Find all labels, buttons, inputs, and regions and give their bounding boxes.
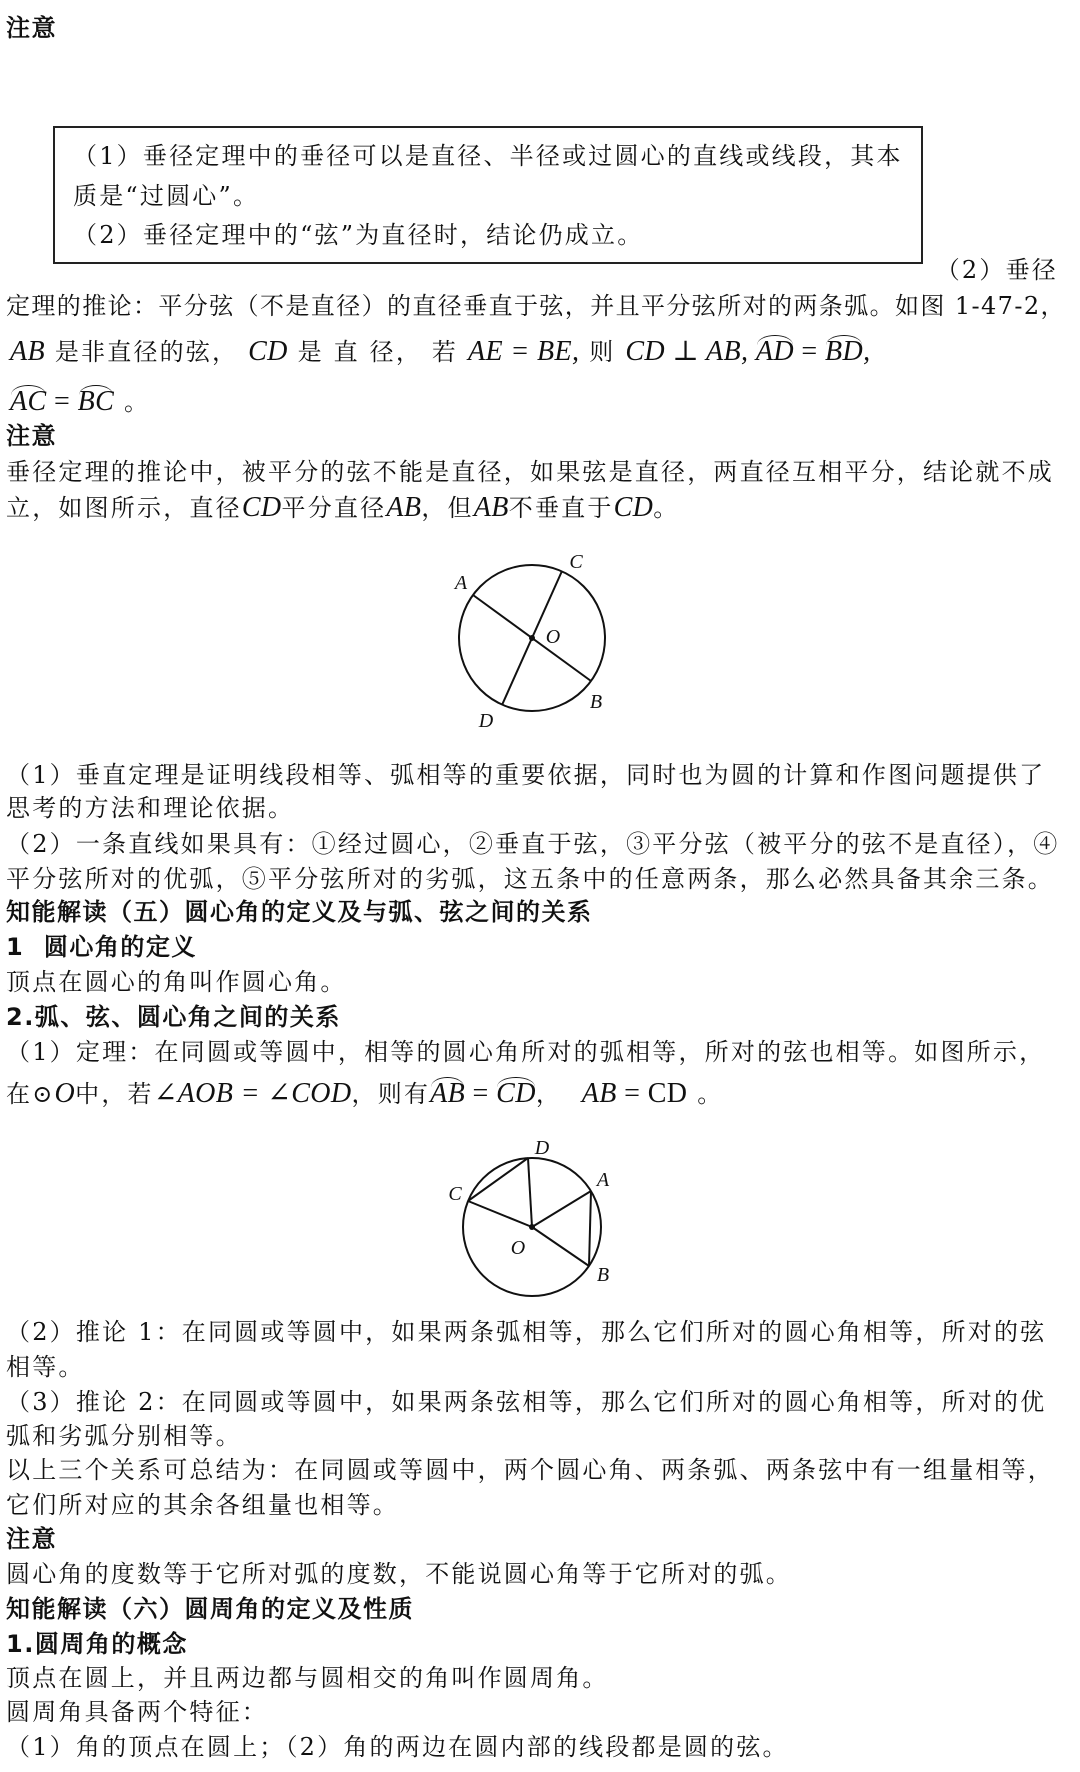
note-heading: 注意 [6, 1525, 57, 1553]
point-label-a: A [454, 572, 468, 594]
point-label-c: C [448, 1183, 462, 1205]
subsection-heading: 1.圆周角的概念 [6, 1630, 188, 1658]
math-expression: CD [613, 492, 654, 523]
point-label-a: A [596, 1169, 610, 1191]
text-run: ， [535, 1080, 582, 1108]
arc-notation: BC [78, 384, 115, 420]
text-run: 立，如图所示，直径 [6, 494, 242, 522]
chord-cd [468, 1158, 528, 1201]
note-box-line: （1）垂径定理中的垂径可以是直径、半径或过圆心的直线或线段，其本 [73, 142, 903, 170]
point-label-o: O [545, 626, 561, 648]
radius-oc [468, 1201, 532, 1227]
note-text: 圆心角的度数等于它所对弧的度数，不能说圆心角等于它所对的弧。 [6, 1560, 792, 1588]
radius-ob [532, 1227, 589, 1266]
corollary-intro: （2）垂径 [935, 256, 1058, 284]
definition-text: 顶点在圆上，并且两边都与圆相交的角叫作圆周角。 [6, 1664, 609, 1692]
arc-notation: CD [496, 1076, 536, 1112]
equals-sign: = [793, 336, 825, 367]
corollary-2-line: 弧和劣弧分别相等。 [6, 1422, 242, 1450]
note-heading: 注意 [6, 14, 57, 42]
subsection-heading: 2.弧、弦、圆心角之间的关系 [6, 1003, 341, 1031]
text-run: 是 直 径， 若 [287, 338, 468, 366]
text-run: 是非直径的弦， [45, 338, 249, 366]
radius-oa [532, 1191, 591, 1227]
text-run: 平分直径 [281, 494, 387, 522]
point-label-o: O [510, 1237, 526, 1259]
subsection-heading: 1 圆心角的定义 [6, 933, 197, 961]
note-heading: 注意 [6, 422, 57, 450]
summary-line: 以上三个关系可总结为：在同圆或等圆中，两个圆心角、两条弧、两条弦中有一组量相等， [6, 1456, 1054, 1484]
figure-diameters [420, 540, 640, 740]
math-space [748, 336, 755, 367]
math-expression: AE = BE, [467, 336, 580, 367]
note-box-line: （2）垂径定理中的“弦”为直径时，结论仍成立。 [73, 221, 644, 249]
point-label-b: B [596, 1264, 610, 1286]
text-run: 则 [579, 338, 626, 366]
point-label-d: D [478, 710, 494, 732]
note-math-line [6, 492, 679, 524]
remark-line: （1）垂直定理是证明线段相等、弧相等的重要依据，同时也为圆的计算和作图问题提供了 [6, 761, 1046, 789]
corollary-math-line [10, 384, 150, 420]
math-expression: AB [473, 492, 509, 523]
text-run: ，则有 [351, 1080, 431, 1108]
summary-line: 它们所对应的其余各组量也相等。 [6, 1491, 399, 1519]
remark-line: 思考的方法和理论依据。 [6, 794, 295, 822]
point-label-b: B [589, 691, 603, 713]
equals-sign: = [465, 1078, 497, 1109]
arc-notation: AC [10, 384, 47, 420]
equals-sign: = [46, 386, 78, 417]
math-expression: ∠AOB = ∠COD [153, 1078, 352, 1109]
section-heading: 知能解读（五）圆心角的定义及与弧、弦之间的关系 [6, 898, 593, 926]
section-heading: 知能解读（六）圆周角的定义及性质 [6, 1595, 414, 1623]
theorem-text: （1）定理：在同圆或等圆中，相等的圆心角所对的弧相等，所对的弦也相等。如图所示， [6, 1038, 1046, 1066]
corollary-1-line: （2）推论 1：在同圆或等圆中，如果两条弧相等，那么它们所对的圆心角相等，所对的弦 [6, 1318, 1047, 1346]
arc-notation: BD [825, 334, 863, 370]
math-expression: CD [248, 336, 288, 367]
math-expression: CD ⊥ AB, [625, 336, 749, 367]
corollary-math-line [10, 334, 871, 370]
text-run: 在⊙ [6, 1080, 55, 1108]
text-run: 不垂直于 [508, 494, 614, 522]
definition-text: 圆周角具备两个特征： [6, 1698, 268, 1726]
math-expression: CD [241, 492, 282, 523]
note-box-line: 质是“过圆心”。 [73, 182, 260, 210]
note-box [53, 126, 923, 264]
corollary-2-line: （3）推论 2：在同圆或等圆中，如果两条弦相等，那么它们所对的圆心角相等，所对的优 [6, 1388, 1047, 1416]
arc-notation: AB [430, 1076, 465, 1112]
math-expression: AB [386, 492, 422, 523]
arc-notation: AD [756, 334, 794, 370]
math-punctuation: , [863, 336, 871, 367]
radius-od [528, 1158, 532, 1227]
definition-text: （1）角的顶点在圆上；（2）角的两边在圆内部的线段都是圆的弦。 [6, 1733, 789, 1761]
figure-central-angles [420, 1130, 640, 1330]
theorem-math-line [6, 1076, 723, 1112]
point-label-c: C [569, 551, 583, 573]
text-run: 。 [687, 1080, 724, 1108]
text-run: 中，若 [75, 1080, 154, 1108]
remark-line: （2）一条直线如果具有：①经过圆心，②垂直于弦，③平分弦（被平分的弦不是直径），④ [6, 830, 1060, 858]
chord-ab [589, 1191, 591, 1266]
math-expression: AB [581, 1078, 617, 1109]
text-run: 。 [653, 494, 680, 522]
note-text: 垂径定理的推论中，被平分的弦不能是直径，如果弦是直径，两直径互相平分，结论就不成 [6, 458, 1054, 486]
text-run: 。 [114, 388, 151, 416]
corollary-1-line: 相等。 [6, 1353, 85, 1381]
math-expression: O [54, 1078, 76, 1109]
text-run: ，但 [421, 494, 474, 522]
math-expression: = CD [616, 1078, 688, 1109]
math-expression: AB [10, 336, 46, 367]
definition-text: 顶点在圆心的角叫作圆心角。 [6, 968, 347, 996]
remark-line: 平分弦所对的优弧，⑤平分弦所对的劣弧，这五条中的任意两条，那么必然具备其余三条。 [6, 865, 1054, 893]
point-label-d: D [534, 1137, 550, 1159]
center-point [529, 635, 535, 641]
corollary-text: 定理的推论：平分弦（不是直径）的直径垂直于弦，并且平分弦所对的两条弧。如图 1-47-2， [6, 292, 1066, 320]
center-point [529, 1224, 535, 1230]
